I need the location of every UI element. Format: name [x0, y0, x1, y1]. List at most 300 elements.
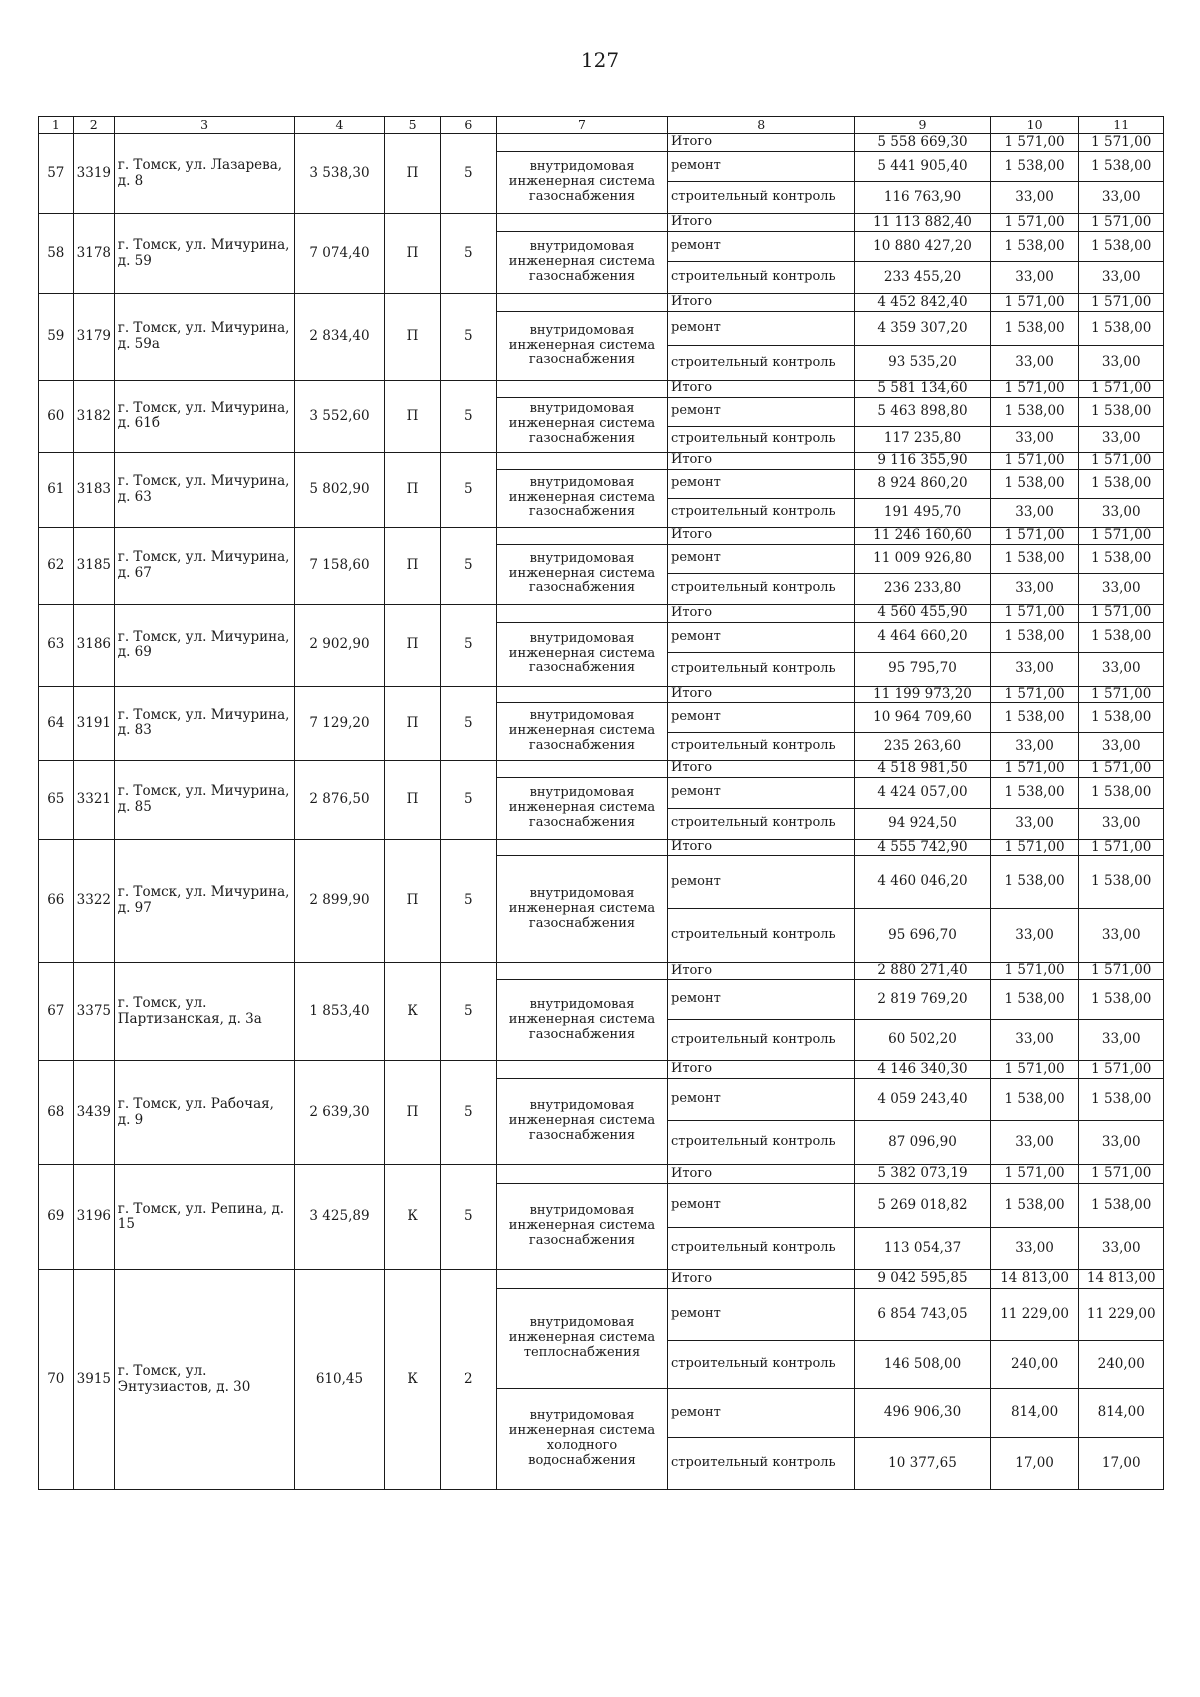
system-name: внутридомовая инженерная система газоснабжения — [496, 469, 667, 527]
unit-cost: 1 538,00 — [990, 544, 1079, 573]
max-unit-cost: 1 571,00 — [1079, 686, 1164, 703]
wall-type: П — [385, 839, 440, 963]
house-code: 3321 — [73, 761, 114, 840]
row-number: 66 — [39, 839, 74, 963]
address: г. Томск, ул. Лазарева, д. 8 — [114, 134, 294, 214]
area: 2 639,30 — [294, 1061, 385, 1165]
floors: 5 — [440, 1061, 496, 1165]
max-unit-cost: 1 571,00 — [1079, 604, 1164, 622]
line-name: Итого — [668, 1270, 855, 1289]
row-number: 68 — [39, 1061, 74, 1165]
line-name: ремонт — [668, 469, 855, 498]
max-unit-cost: 1 538,00 — [1079, 469, 1164, 498]
line-name: Итого — [668, 527, 855, 544]
max-unit-cost: 1 538,00 — [1079, 152, 1164, 182]
max-unit-cost: 1 538,00 — [1079, 232, 1164, 262]
table-row — [39, 294, 1164, 312]
total-cost: 2 880 271,40 — [855, 963, 990, 980]
table-row — [39, 214, 1164, 232]
line-name: строительный контроль — [668, 909, 855, 963]
floors: 2 — [440, 1270, 496, 1490]
line-name: Итого — [668, 686, 855, 703]
table-row — [39, 134, 1164, 152]
wall-type: П — [385, 604, 440, 686]
unit-cost: 33,00 — [990, 426, 1079, 452]
max-unit-cost: 33,00 — [1079, 733, 1164, 761]
line-cost: 94 924,50 — [855, 808, 990, 839]
line-cost: 93 535,20 — [855, 346, 990, 381]
line-cost: 4 424 057,00 — [855, 777, 990, 808]
address: г. Томск, ул. Партизанская, д. 3а — [114, 963, 294, 1061]
system-name: внутридомовая инженерная система газоснабжения — [496, 1184, 667, 1270]
total-cost: 4 560 455,90 — [855, 604, 990, 622]
unit-cost: 17,00 — [990, 1438, 1079, 1490]
page-number: 127 — [580, 48, 620, 72]
max-unit-cost: 1 538,00 — [1079, 777, 1164, 808]
floors: 5 — [440, 214, 496, 294]
area: 7 129,20 — [294, 686, 385, 761]
system-blank — [496, 452, 667, 469]
wall-type: К — [385, 963, 440, 1061]
max-unit-cost: 1 571,00 — [1079, 294, 1164, 312]
line-cost: 60 502,20 — [855, 1020, 990, 1061]
line-cost: 6 854 743,05 — [855, 1289, 990, 1341]
address: г. Томск, ул. Мичурина, д. 67 — [114, 527, 294, 604]
line-cost: 233 455,20 — [855, 262, 990, 294]
total-cost: 11 199 973,20 — [855, 686, 990, 703]
area: 2 902,90 — [294, 604, 385, 686]
system-blank — [496, 214, 667, 232]
line-name: ремонт — [668, 232, 855, 262]
system-name: внутридомовая инженерная система газоснабжения — [496, 703, 667, 761]
max-unit-cost: 1 538,00 — [1079, 1184, 1164, 1228]
total-cost: 4 452 842,40 — [855, 294, 990, 312]
house-code: 3439 — [73, 1061, 114, 1165]
table-row — [39, 604, 1164, 622]
table-row — [39, 1061, 1164, 1079]
house-code: 3196 — [73, 1165, 114, 1270]
line-cost: 5 463 898,80 — [855, 397, 990, 426]
system-name: внутридомовая инженерная система газоснабжения — [496, 312, 667, 381]
line-name: Итого — [668, 381, 855, 398]
unit-cost: 240,00 — [990, 1341, 1079, 1389]
max-unit-cost: 1 538,00 — [1079, 703, 1164, 733]
floors: 5 — [440, 686, 496, 761]
house-code: 3183 — [73, 452, 114, 527]
line-cost: 5 441 905,40 — [855, 152, 990, 182]
area: 2 876,50 — [294, 761, 385, 840]
max-unit-cost: 1 538,00 — [1079, 397, 1164, 426]
table-row — [39, 839, 1164, 856]
system-blank — [496, 761, 667, 778]
unit-cost: 1 538,00 — [990, 703, 1079, 733]
line-cost: 4 460 046,20 — [855, 856, 990, 909]
line-name: строительный контроль — [668, 573, 855, 604]
row-number: 60 — [39, 381, 74, 453]
unit-cost: 1 538,00 — [990, 397, 1079, 426]
unit-cost: 33,00 — [990, 182, 1079, 214]
wall-type: П — [385, 134, 440, 214]
total-cost: 9 116 355,90 — [855, 452, 990, 469]
system-blank — [496, 527, 667, 544]
max-unit-cost: 33,00 — [1079, 1228, 1164, 1270]
line-cost: 10 964 709,60 — [855, 703, 990, 733]
system-name: внутридомовая инженерная система газоснабжения — [496, 980, 667, 1061]
floors: 5 — [440, 452, 496, 527]
line-name: ремонт — [668, 703, 855, 733]
address: г. Томск, ул. Мичурина, д. 85 — [114, 761, 294, 840]
system-blank — [496, 294, 667, 312]
table-row — [39, 761, 1164, 778]
system-name: внутридомовая инженерная система газоснабжения — [496, 1079, 667, 1165]
unit-cost: 33,00 — [990, 498, 1079, 527]
wall-type: П — [385, 761, 440, 840]
line-name: строительный контроль — [668, 426, 855, 452]
row-number: 57 — [39, 134, 74, 214]
line-name: ремонт — [668, 544, 855, 573]
unit-cost: 814,00 — [990, 1389, 1079, 1438]
house-code: 3182 — [73, 381, 114, 453]
wall-type: П — [385, 527, 440, 604]
table-row — [39, 527, 1164, 544]
line-name: Итого — [668, 214, 855, 232]
address: г. Томск, ул. Мичурина, д. 69 — [114, 604, 294, 686]
wall-type: П — [385, 214, 440, 294]
unit-cost: 33,00 — [990, 808, 1079, 839]
line-name: строительный контроль — [668, 498, 855, 527]
row-number: 65 — [39, 761, 74, 840]
row-number: 67 — [39, 963, 74, 1061]
system-name: внутридомовая инженерная система газоснабжения — [496, 232, 667, 294]
line-name: строительный контроль — [668, 1228, 855, 1270]
unit-cost: 1 571,00 — [990, 686, 1079, 703]
total-cost: 4 518 981,50 — [855, 761, 990, 778]
max-unit-cost: 1 538,00 — [1079, 622, 1164, 652]
column-header: 7 — [496, 117, 667, 134]
area: 3 538,30 — [294, 134, 385, 214]
line-name: Итого — [668, 963, 855, 980]
line-name: Итого — [668, 839, 855, 856]
max-unit-cost: 33,00 — [1079, 909, 1164, 963]
line-name: ремонт — [668, 1389, 855, 1438]
line-name: ремонт — [668, 856, 855, 909]
max-unit-cost: 1 571,00 — [1079, 134, 1164, 152]
unit-cost: 1 538,00 — [990, 980, 1079, 1020]
line-cost: 236 233,80 — [855, 573, 990, 604]
wall-type: П — [385, 381, 440, 453]
line-name: ремонт — [668, 312, 855, 346]
system-blank — [496, 963, 667, 980]
unit-cost: 33,00 — [990, 909, 1079, 963]
row-number: 58 — [39, 214, 74, 294]
unit-cost: 1 571,00 — [990, 294, 1079, 312]
line-cost: 235 263,60 — [855, 733, 990, 761]
column-header: 8 — [668, 117, 855, 134]
unit-cost: 1 571,00 — [990, 1165, 1079, 1184]
area: 2 834,40 — [294, 294, 385, 381]
line-cost: 191 495,70 — [855, 498, 990, 527]
line-name: строительный контроль — [668, 1121, 855, 1165]
unit-cost: 11 229,00 — [990, 1289, 1079, 1341]
wall-type: П — [385, 1061, 440, 1165]
line-cost: 11 009 926,80 — [855, 544, 990, 573]
line-name: ремонт — [668, 397, 855, 426]
address: г. Томск, ул. Мичурина, д. 83 — [114, 686, 294, 761]
header-row — [39, 117, 1164, 134]
max-unit-cost: 33,00 — [1079, 262, 1164, 294]
area: 7 074,40 — [294, 214, 385, 294]
column-header: 10 — [990, 117, 1079, 134]
system-blank — [496, 1270, 667, 1289]
address: г. Томск, ул. Мичурина, д. 61б — [114, 381, 294, 453]
unit-cost: 33,00 — [990, 652, 1079, 686]
unit-cost: 1 571,00 — [990, 527, 1079, 544]
line-cost: 8 924 860,20 — [855, 469, 990, 498]
column-header: 6 — [440, 117, 496, 134]
line-name: ремонт — [668, 1289, 855, 1341]
line-cost: 95 696,70 — [855, 909, 990, 963]
floors: 5 — [440, 294, 496, 381]
line-name: ремонт — [668, 1079, 855, 1121]
unit-cost: 1 571,00 — [990, 134, 1079, 152]
line-cost: 4 359 307,20 — [855, 312, 990, 346]
floors: 5 — [440, 381, 496, 453]
unit-cost: 1 538,00 — [990, 232, 1079, 262]
row-number: 64 — [39, 686, 74, 761]
line-name: Итого — [668, 1165, 855, 1184]
line-name: Итого — [668, 604, 855, 622]
column-header: 11 — [1079, 117, 1164, 134]
unit-cost: 1 538,00 — [990, 469, 1079, 498]
max-unit-cost: 33,00 — [1079, 498, 1164, 527]
wall-type: П — [385, 452, 440, 527]
unit-cost: 1 538,00 — [990, 622, 1079, 652]
column-header: 4 — [294, 117, 385, 134]
line-cost: 4 059 243,40 — [855, 1079, 990, 1121]
max-unit-cost: 33,00 — [1079, 1121, 1164, 1165]
system-blank — [496, 1165, 667, 1184]
row-number: 70 — [39, 1270, 74, 1490]
system-blank — [496, 1061, 667, 1079]
house-code: 3915 — [73, 1270, 114, 1490]
floors: 5 — [440, 134, 496, 214]
system-blank — [496, 686, 667, 703]
area: 610,45 — [294, 1270, 385, 1490]
max-unit-cost: 1 538,00 — [1079, 856, 1164, 909]
line-name: ремонт — [668, 1184, 855, 1228]
system-name: внутридомовая инженерная система газоснабжения — [496, 856, 667, 963]
house-code: 3319 — [73, 134, 114, 214]
system-blank — [496, 839, 667, 856]
max-unit-cost: 17,00 — [1079, 1438, 1164, 1490]
line-name: Итого — [668, 1061, 855, 1079]
system-name: внутридомовая инженерная система газоснабжения — [496, 152, 667, 214]
line-cost: 10 377,65 — [855, 1438, 990, 1490]
row-number: 59 — [39, 294, 74, 381]
max-unit-cost: 240,00 — [1079, 1341, 1164, 1389]
line-name: Итого — [668, 761, 855, 778]
line-name: строительный контроль — [668, 262, 855, 294]
total-cost: 4 146 340,30 — [855, 1061, 990, 1079]
row-number: 69 — [39, 1165, 74, 1270]
unit-cost: 1 538,00 — [990, 312, 1079, 346]
area: 5 802,90 — [294, 452, 385, 527]
repair-schedule-table — [38, 116, 1164, 1490]
max-unit-cost: 1 571,00 — [1079, 452, 1164, 469]
address: г. Томск, ул. Мичурина, д. 59а — [114, 294, 294, 381]
line-name: ремонт — [668, 777, 855, 808]
max-unit-cost: 33,00 — [1079, 182, 1164, 214]
max-unit-cost: 33,00 — [1079, 1020, 1164, 1061]
address: г. Томск, ул. Репина, д. 15 — [114, 1165, 294, 1270]
unit-cost: 14 813,00 — [990, 1270, 1079, 1289]
unit-cost: 33,00 — [990, 1020, 1079, 1061]
total-cost: 11 113 882,40 — [855, 214, 990, 232]
house-code: 3186 — [73, 604, 114, 686]
table-row — [39, 686, 1164, 703]
area: 7 158,60 — [294, 527, 385, 604]
unit-cost: 1 538,00 — [990, 152, 1079, 182]
house-code: 3178 — [73, 214, 114, 294]
line-name: строительный контроль — [668, 346, 855, 381]
unit-cost: 1 538,00 — [990, 1079, 1079, 1121]
house-code: 3191 — [73, 686, 114, 761]
max-unit-cost: 1 538,00 — [1079, 980, 1164, 1020]
max-unit-cost: 14 813,00 — [1079, 1270, 1164, 1289]
max-unit-cost: 814,00 — [1079, 1389, 1164, 1438]
table-row — [39, 381, 1164, 398]
unit-cost: 1 571,00 — [990, 963, 1079, 980]
unit-cost: 1 571,00 — [990, 381, 1079, 398]
line-name: ремонт — [668, 622, 855, 652]
line-cost: 5 269 018,82 — [855, 1184, 990, 1228]
floors: 5 — [440, 963, 496, 1061]
column-header: 3 — [114, 117, 294, 134]
wall-type: П — [385, 294, 440, 381]
row-number: 63 — [39, 604, 74, 686]
address: г. Томск, ул. Энтузиастов, д. 30 — [114, 1270, 294, 1490]
system-name: внутридомовая инженерная система газоснабжения — [496, 397, 667, 452]
unit-cost: 1 538,00 — [990, 1184, 1079, 1228]
total-cost: 5 382 073,19 — [855, 1165, 990, 1184]
system-blank — [496, 134, 667, 152]
max-unit-cost: 1 538,00 — [1079, 544, 1164, 573]
max-unit-cost: 33,00 — [1079, 808, 1164, 839]
address: г. Томск, ул. Мичурина, д. 97 — [114, 839, 294, 963]
max-unit-cost: 1 571,00 — [1079, 1061, 1164, 1079]
line-cost: 95 795,70 — [855, 652, 990, 686]
floors: 5 — [440, 527, 496, 604]
line-name: Итого — [668, 452, 855, 469]
line-name: Итого — [668, 294, 855, 312]
unit-cost: 1 571,00 — [990, 839, 1079, 856]
system-name: внутридомовая инженерная система теплоснабжения — [496, 1289, 667, 1389]
address: г. Томск, ул. Рабочая, д. 9 — [114, 1061, 294, 1165]
unit-cost: 33,00 — [990, 1228, 1079, 1270]
line-cost: 87 096,90 — [855, 1121, 990, 1165]
max-unit-cost: 33,00 — [1079, 652, 1164, 686]
line-cost: 146 508,00 — [855, 1341, 990, 1389]
line-cost: 2 819 769,20 — [855, 980, 990, 1020]
unit-cost: 33,00 — [990, 346, 1079, 381]
max-unit-cost: 1 571,00 — [1079, 527, 1164, 544]
system-name: внутридомовая инженерная система холодного водоснабжения — [496, 1389, 667, 1490]
floors: 5 — [440, 761, 496, 840]
max-unit-cost: 1 538,00 — [1079, 312, 1164, 346]
floors: 5 — [440, 1165, 496, 1270]
total-cost: 9 042 595,85 — [855, 1270, 990, 1289]
system-name: внутридомовая инженерная система газоснабжения — [496, 622, 667, 686]
line-cost: 4 464 660,20 — [855, 622, 990, 652]
house-code: 3185 — [73, 527, 114, 604]
unit-cost: 33,00 — [990, 573, 1079, 604]
line-name: строительный контроль — [668, 733, 855, 761]
line-cost: 113 054,37 — [855, 1228, 990, 1270]
max-unit-cost: 1 571,00 — [1079, 839, 1164, 856]
floors: 5 — [440, 604, 496, 686]
line-cost: 117 235,80 — [855, 426, 990, 452]
area: 2 899,90 — [294, 839, 385, 963]
system-name: внутридомовая инженерная система газоснабжения — [496, 777, 667, 839]
unit-cost: 1 538,00 — [990, 856, 1079, 909]
unit-cost: 33,00 — [990, 1121, 1079, 1165]
max-unit-cost: 1 571,00 — [1079, 381, 1164, 398]
unit-cost: 33,00 — [990, 262, 1079, 294]
floors: 5 — [440, 839, 496, 963]
line-name: строительный контроль — [668, 808, 855, 839]
total-cost: 11 246 160,60 — [855, 527, 990, 544]
unit-cost: 1 571,00 — [990, 214, 1079, 232]
table-row — [39, 1165, 1164, 1184]
unit-cost: 1 571,00 — [990, 1061, 1079, 1079]
max-unit-cost: 11 229,00 — [1079, 1289, 1164, 1341]
column-header: 9 — [855, 117, 990, 134]
max-unit-cost: 1 571,00 — [1079, 963, 1164, 980]
unit-cost: 1 571,00 — [990, 452, 1079, 469]
wall-type: П — [385, 686, 440, 761]
line-name: ремонт — [668, 980, 855, 1020]
line-name: строительный контроль — [668, 1020, 855, 1061]
column-header: 2 — [73, 117, 114, 134]
max-unit-cost: 1 571,00 — [1079, 761, 1164, 778]
max-unit-cost: 33,00 — [1079, 426, 1164, 452]
row-number: 62 — [39, 527, 74, 604]
system-name: внутридомовая инженерная система газоснабжения — [496, 544, 667, 604]
line-cost: 116 763,90 — [855, 182, 990, 214]
address: г. Томск, ул. Мичурина, д. 59 — [114, 214, 294, 294]
line-name: строительный контроль — [668, 1438, 855, 1490]
table-row — [39, 1270, 1164, 1289]
address: г. Томск, ул. Мичурина, д. 63 — [114, 452, 294, 527]
line-name: ремонт — [668, 152, 855, 182]
wall-type: К — [385, 1165, 440, 1270]
area: 3 425,89 — [294, 1165, 385, 1270]
table-row — [39, 963, 1164, 980]
area: 3 552,60 — [294, 381, 385, 453]
max-unit-cost: 1 538,00 — [1079, 1079, 1164, 1121]
line-name: Итого — [668, 134, 855, 152]
house-code: 3322 — [73, 839, 114, 963]
total-cost: 4 555 742,90 — [855, 839, 990, 856]
line-name: строительный контроль — [668, 1341, 855, 1389]
unit-cost: 1 571,00 — [990, 761, 1079, 778]
max-unit-cost: 33,00 — [1079, 573, 1164, 604]
unit-cost: 33,00 — [990, 733, 1079, 761]
max-unit-cost: 33,00 — [1079, 346, 1164, 381]
column-header: 5 — [385, 117, 440, 134]
house-code: 3375 — [73, 963, 114, 1061]
line-name: строительный контроль — [668, 182, 855, 214]
